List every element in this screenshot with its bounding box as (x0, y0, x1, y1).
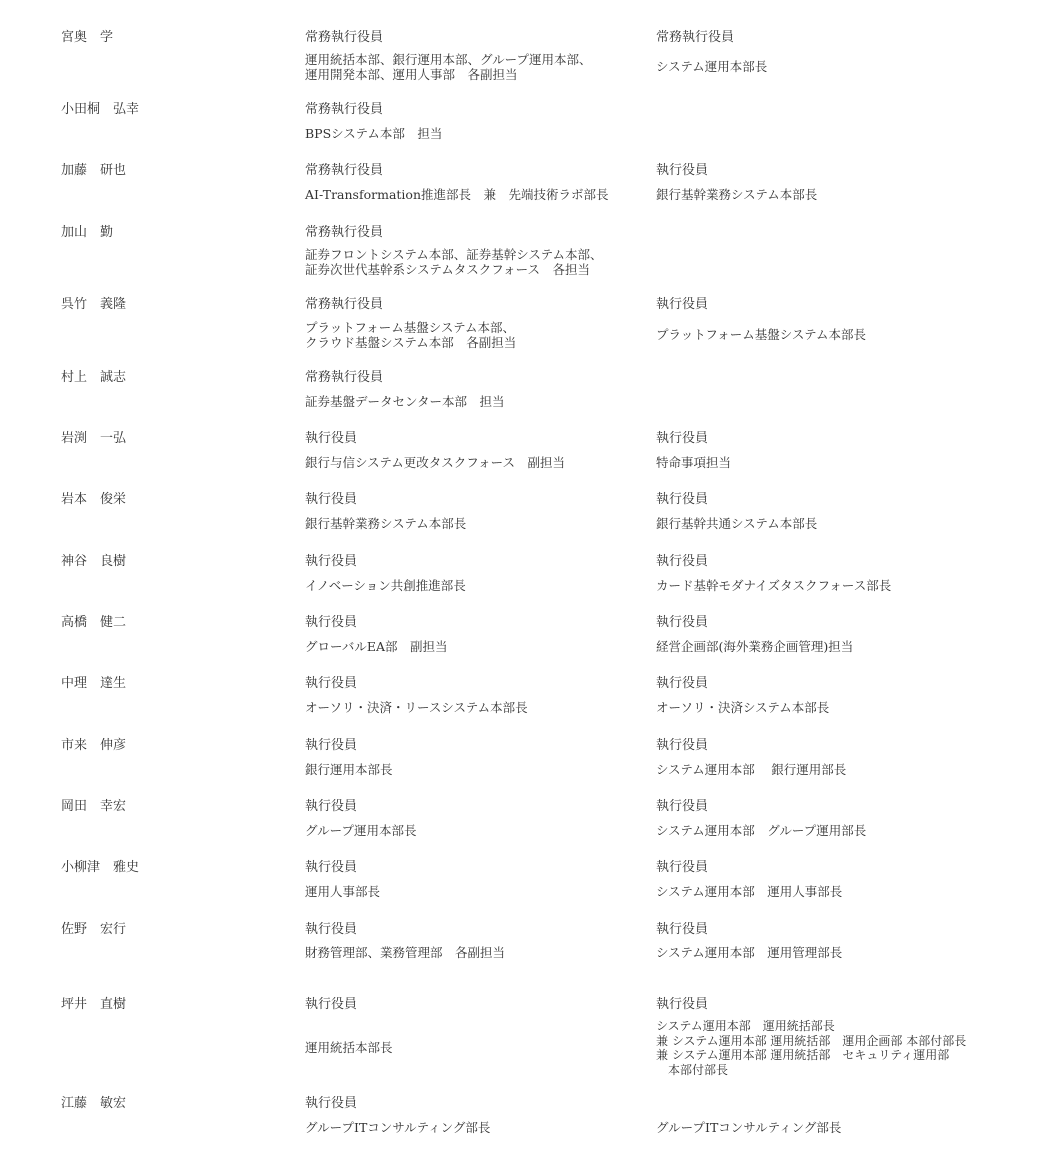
new-title: 執行役員 (305, 431, 358, 446)
new-title: 常務執行役員 (305, 102, 384, 117)
current-title: 常務執行役員 (656, 30, 735, 45)
officer-name: 市来 伸彦 (61, 738, 127, 753)
new-position (305, 30, 592, 90)
current-title: 執行役員 (656, 799, 709, 814)
new-position (305, 297, 517, 357)
new-title: 常務執行役員 (305, 225, 384, 240)
current-duty: システム運用本部 銀行運用部長 (656, 762, 847, 777)
new-title: 執行役員 (305, 799, 358, 814)
current-position (656, 30, 768, 90)
new-title: 常務執行役員 (305, 30, 384, 45)
new-duty: 証券フロントシステム本部、証券基幹システム本部、 証券次世代基幹系システムタスクフォース 各担当 (305, 247, 603, 277)
current-position (656, 297, 867, 357)
new-position (305, 997, 393, 1057)
current-position (656, 554, 892, 614)
new-position (305, 615, 448, 675)
current-position (656, 163, 818, 223)
new-duty: 銀行基幹業務システム本部長 (305, 516, 467, 531)
current-duty: グループITコンサルティング部長 (656, 1120, 842, 1135)
officer-name: 岩本 俊栄 (61, 492, 127, 507)
new-duty: AI-Transformation推進部長 兼 先端技術ラボ部長 (305, 187, 609, 202)
officer-name: 佐野 宏行 (61, 922, 127, 937)
current-duty: システム運用本部 運用人事部長 (656, 884, 843, 899)
current-title: 執行役員 (656, 615, 709, 630)
current-duty: システム運用本部 グループ運用部長 (656, 823, 867, 838)
current-position (656, 676, 830, 736)
new-position (305, 163, 609, 223)
new-title: 常務執行役員 (305, 297, 384, 312)
current-title: 執行役員 (656, 922, 709, 937)
officer-name: 高橋 健二 (61, 615, 127, 630)
current-title: 執行役員 (656, 997, 709, 1012)
new-duty: 運用人事部長 (305, 884, 381, 899)
new-title: 執行役員 (305, 997, 358, 1012)
new-duty: グループITコンサルティング部長 (305, 1120, 491, 1135)
new-title: 常務執行役員 (305, 163, 384, 178)
officer-name: 加藤 研也 (61, 163, 127, 178)
new-title: 執行役員 (305, 676, 358, 691)
officer-name: 小柳津 雅史 (61, 860, 140, 875)
new-title: 執行役員 (305, 554, 358, 569)
current-duty: プラットフォーム基盤システム本部長 (656, 327, 867, 342)
current-title: 執行役員 (656, 163, 709, 178)
new-title: 常務執行役員 (305, 370, 384, 385)
current-position (656, 370, 680, 430)
current-title: 執行役員 (656, 738, 709, 753)
current-position (656, 492, 818, 552)
current-position (656, 225, 680, 285)
new-position (305, 1096, 491, 1156)
new-duty: グループ運用本部長 (305, 823, 417, 838)
new-title: 執行役員 (305, 922, 358, 937)
current-duty: カード基幹モダナイズタスクフォース部長 (656, 578, 892, 593)
current-position (656, 1096, 842, 1156)
new-duty: 証券基盤データセンター本部 担当 (305, 394, 505, 409)
current-duty: 特命事項担当 (656, 455, 732, 470)
officer-name: 坪井 直樹 (61, 997, 127, 1012)
current-duty: システム運用本部 運用統括部長 兼 システム運用本部 運用統括部 運用企画部 本部付部長 兼 システム運用本部 運用統括部 セキュリティ運用部 本部付部長 (656, 1019, 967, 1077)
current-position (656, 431, 732, 491)
current-position (656, 799, 867, 859)
new-position (305, 799, 417, 859)
officer-name: 岩渕 一弘 (61, 431, 127, 446)
new-position (305, 676, 528, 736)
new-title: 執行役員 (305, 1096, 358, 1111)
new-title: 執行役員 (305, 615, 358, 630)
officer-name: 小田桐 弘幸 (61, 102, 140, 117)
new-position (305, 922, 506, 982)
officer-name: 岡田 幸宏 (61, 799, 127, 814)
new-duty: 運用統括本部長 (305, 1040, 393, 1055)
current-position (656, 922, 843, 982)
current-position (656, 102, 680, 162)
new-title: 執行役員 (305, 738, 358, 753)
new-duty: 銀行与信システム更改タスクフォース 副担当 (305, 455, 566, 470)
current-title: 執行役員 (656, 676, 709, 691)
current-duty: 経営企画部(海外業務企画管理)担当 (656, 639, 854, 654)
current-title: 執行役員 (656, 554, 709, 569)
current-position (656, 997, 967, 1077)
new-duty: オーソリ・決済・リースシステム本部長 (305, 700, 528, 715)
officer-name: 中理 達生 (61, 676, 127, 691)
current-position (656, 615, 854, 675)
new-duty: BPSシステム本部 担当 (305, 126, 443, 141)
new-position (305, 431, 566, 491)
current-title: 執行役員 (656, 860, 709, 875)
officer-name: 神谷 良樹 (61, 554, 127, 569)
new-position (305, 738, 393, 798)
officer-name: 呉竹 義隆 (61, 297, 127, 312)
current-duty: 銀行基幹業務システム本部長 (656, 187, 818, 202)
current-duty: システム運用本部長 (656, 59, 768, 74)
current-position (656, 860, 843, 920)
current-duty: オーソリ・決済システム本部長 (656, 700, 830, 715)
current-position (656, 738, 847, 798)
new-duty: 財務管理部、業務管理部 各副担当 (305, 945, 506, 960)
current-title: 執行役員 (656, 297, 709, 312)
new-position (305, 370, 505, 430)
new-position (305, 554, 466, 614)
new-position (305, 225, 603, 285)
new-duty: イノベーション共創推進部長 (305, 578, 466, 593)
new-duty: 運用統括本部、銀行運用本部、グループ運用本部、 運用開発本部、運用人事部 各副担当 (305, 52, 592, 82)
new-duty: 銀行運用本部長 (305, 762, 393, 777)
officer-name: 村上 誠志 (61, 370, 127, 385)
current-title: 執行役員 (656, 431, 709, 446)
current-duty: システム運用本部 運用管理部長 (656, 945, 843, 960)
new-position (305, 860, 381, 920)
new-title: 執行役員 (305, 492, 358, 507)
new-duty: グローバルEA部 副担当 (305, 639, 448, 654)
new-title: 執行役員 (305, 860, 358, 875)
current-duty: 銀行基幹共通システム本部長 (656, 516, 818, 531)
officer-name: 加山 勤 (61, 225, 114, 240)
new-duty: プラットフォーム基盤システム本部、 クラウド基盤システム本部 各副担当 (305, 320, 517, 350)
current-title: 執行役員 (656, 492, 709, 507)
officer-name: 宮奥 学 (61, 30, 114, 45)
new-position (305, 102, 443, 162)
officer-name: 江藤 敏宏 (61, 1096, 127, 1111)
new-position (305, 492, 467, 552)
